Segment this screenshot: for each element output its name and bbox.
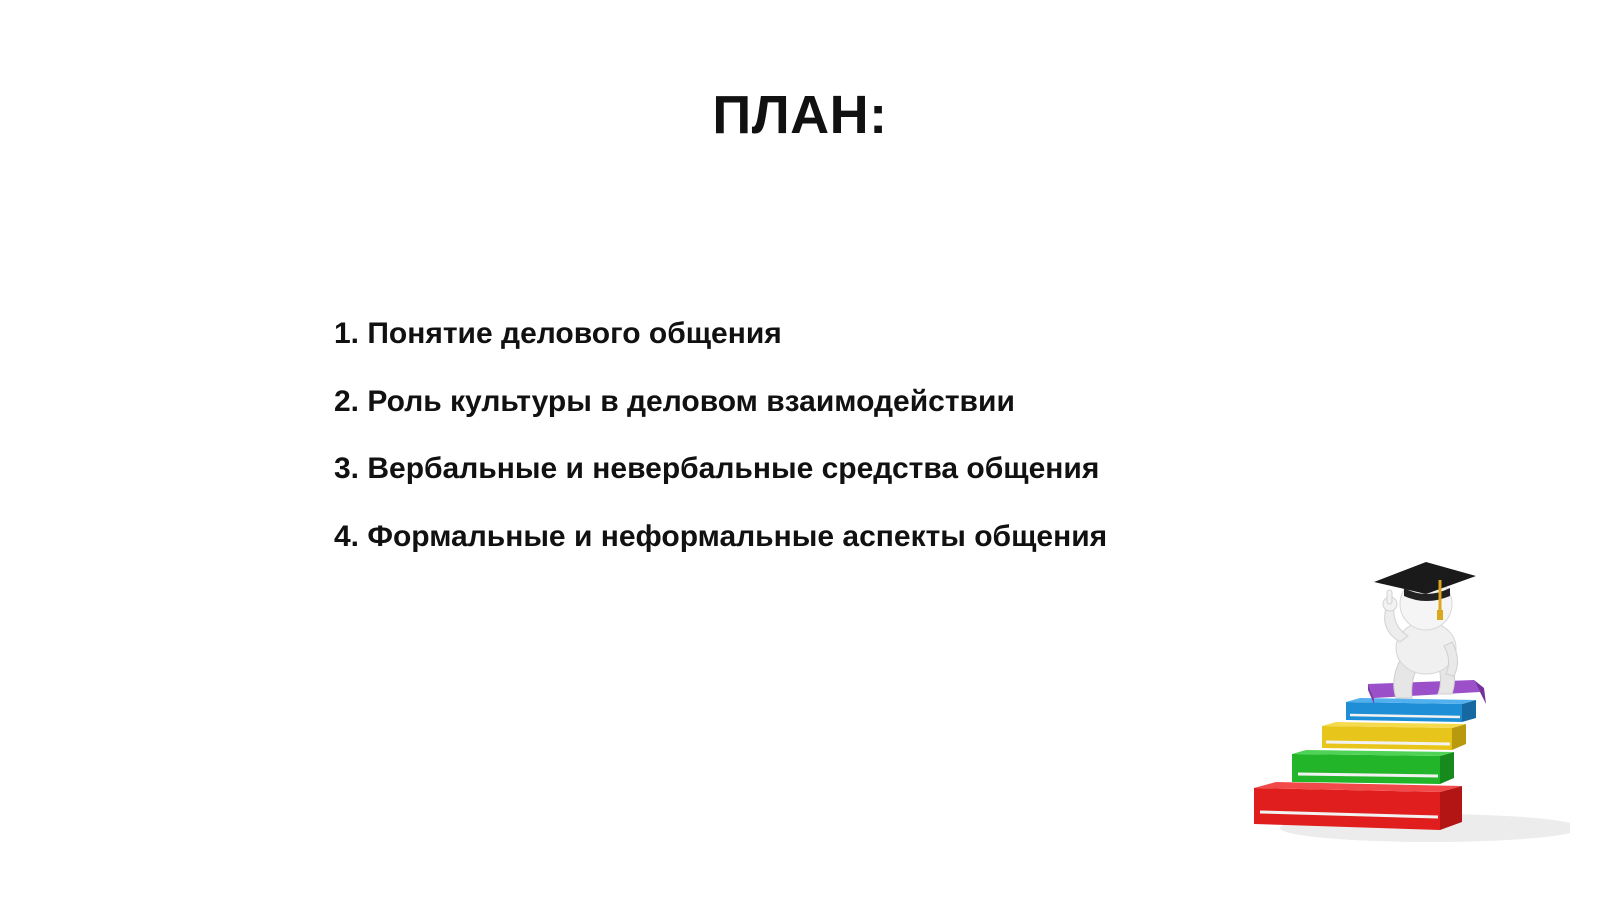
slide-title: ПЛАН: [712, 85, 888, 145]
graduate-figure [1374, 562, 1476, 698]
red-book [1254, 782, 1462, 830]
plan-item-2: 2. Роль культуры в деловом взаимодействии [334, 384, 1015, 418]
graduate-on-books-icon [1240, 560, 1570, 860]
green-book [1292, 750, 1454, 784]
plan-item-4: 4. Формальные и неформальные аспекты общения [334, 519, 1108, 553]
plan-item-1: 1. Понятие делового общения [334, 317, 782, 350]
yellow-book [1322, 722, 1466, 750]
plan-list [334, 316, 1107, 586]
plan-item-3: 3. Вербальные и невербальные средства общения [334, 452, 1100, 485]
blue-book [1346, 698, 1476, 722]
